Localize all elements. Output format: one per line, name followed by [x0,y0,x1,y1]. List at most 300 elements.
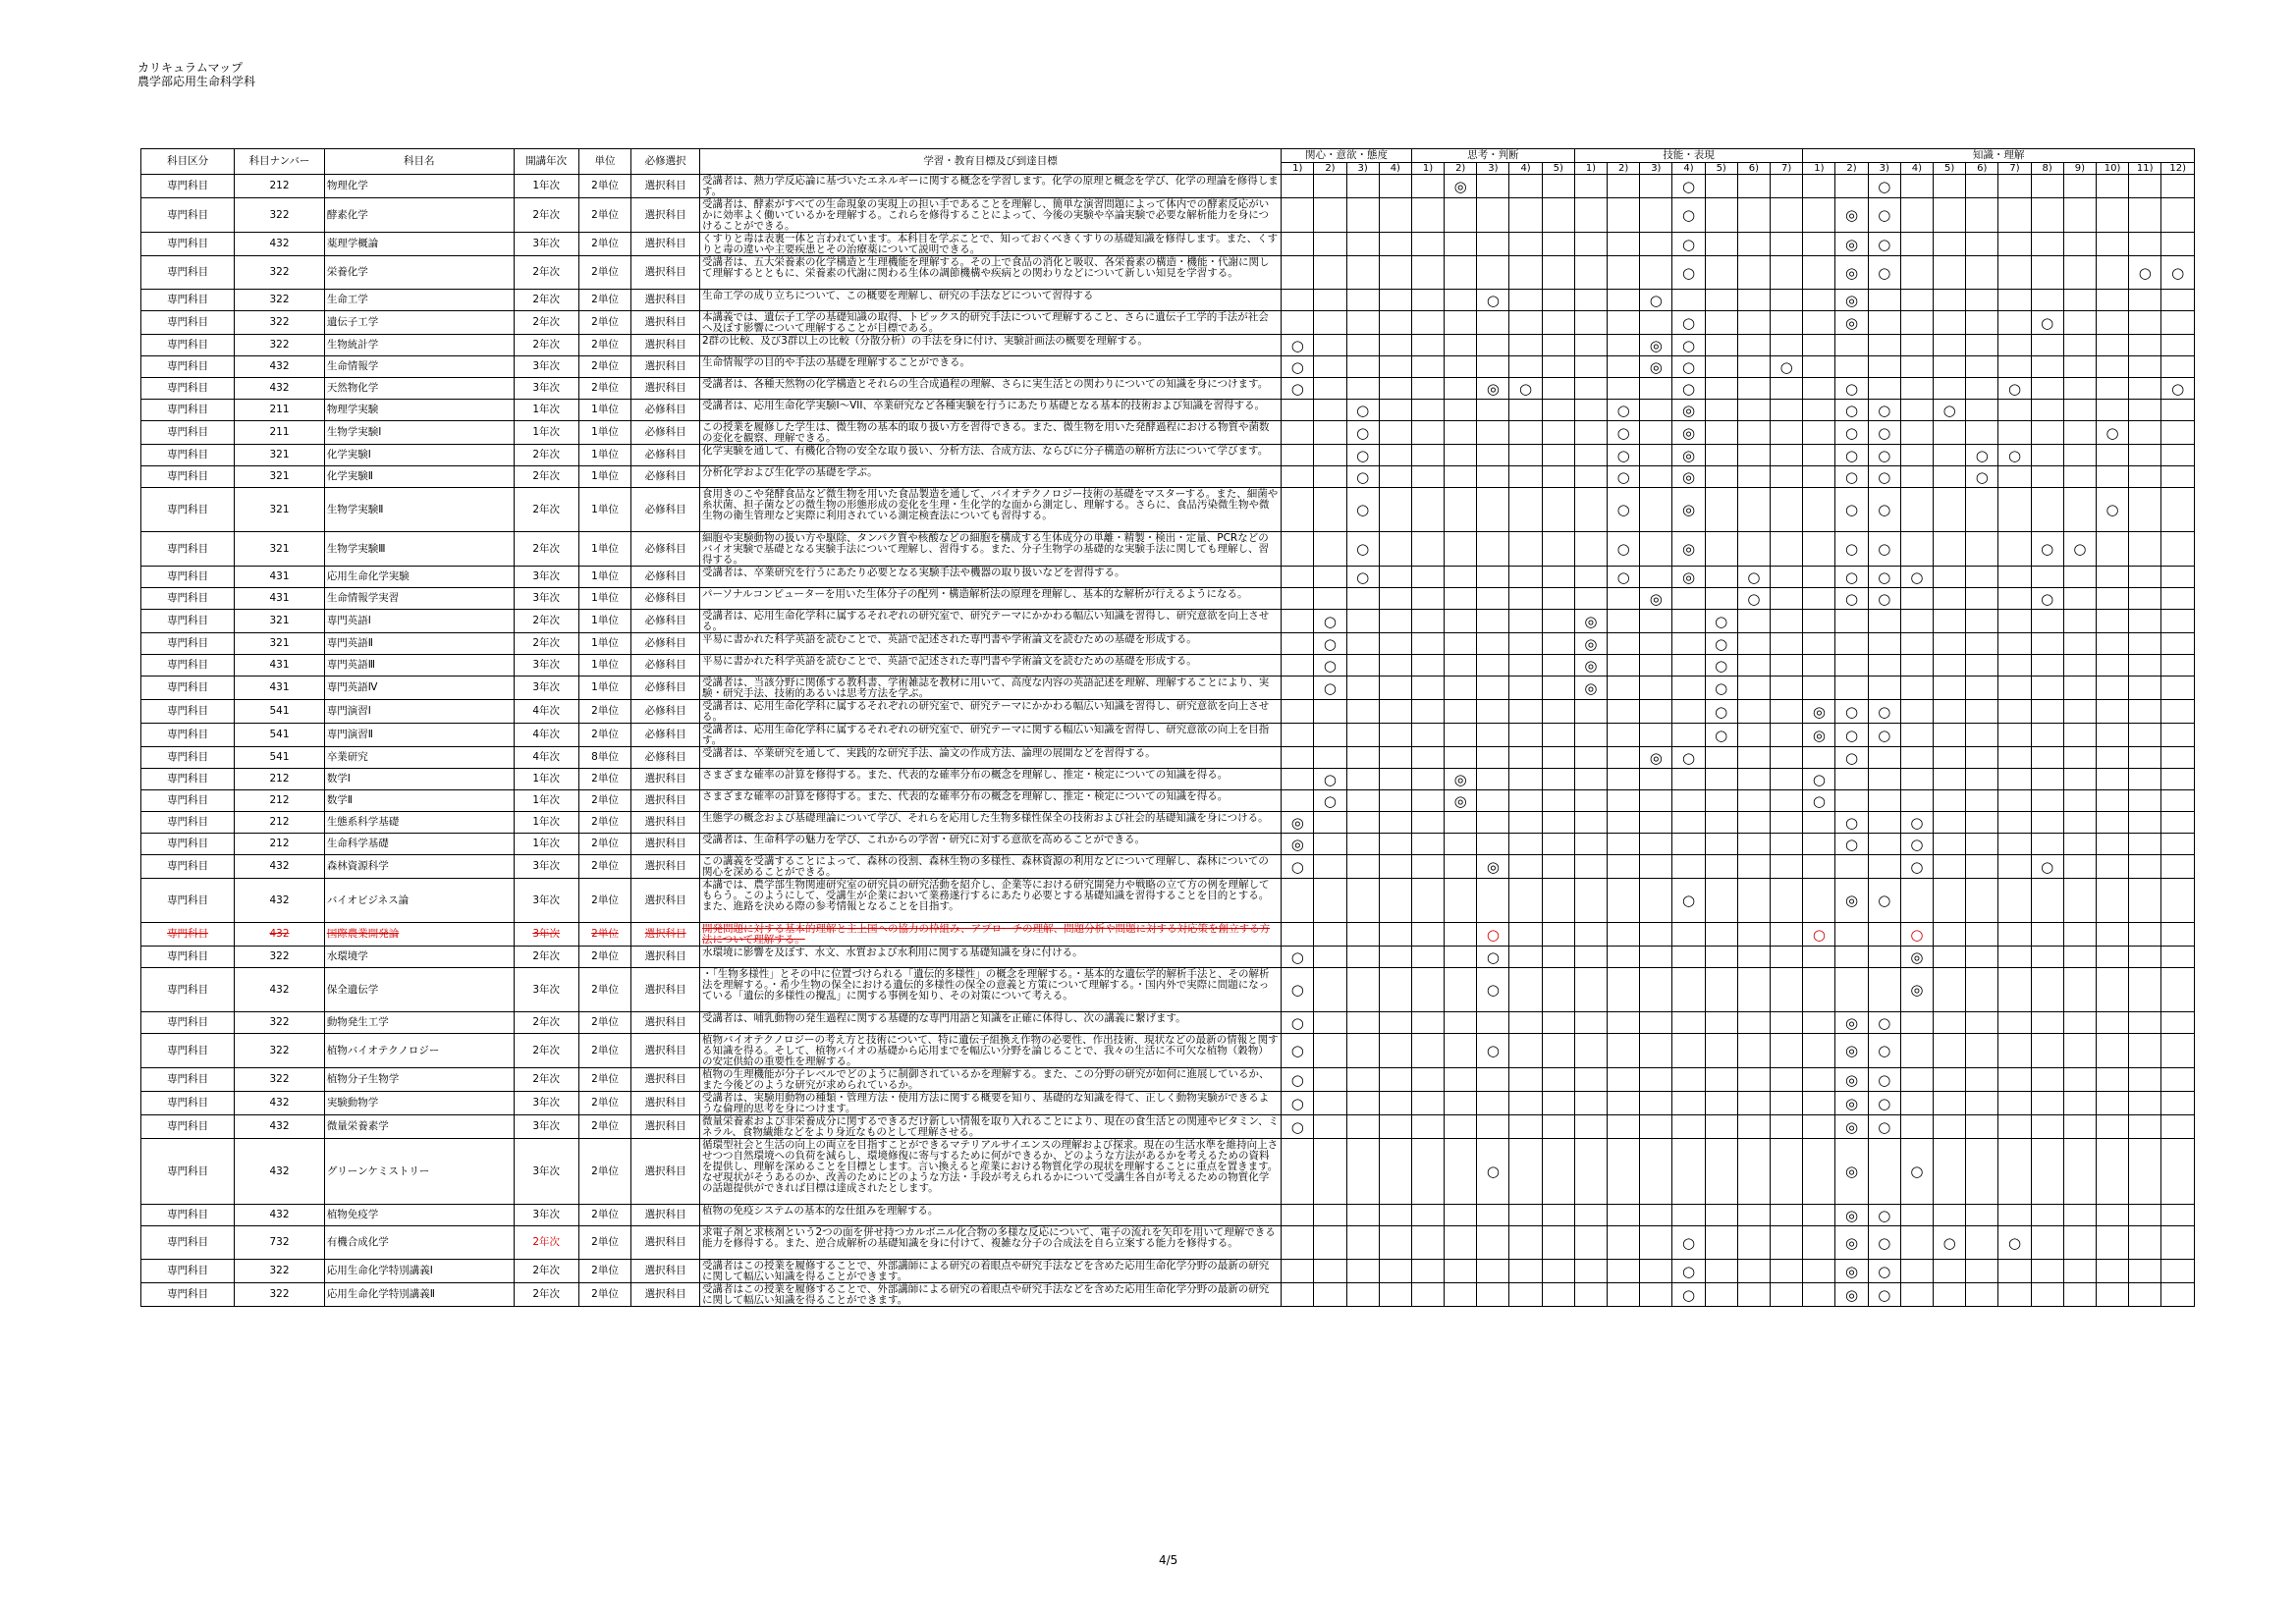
required-elective-cell: 選択科目 [631,1226,700,1260]
goal-cell [1379,1115,1411,1139]
goal-cell [2096,400,2128,421]
table-row [141,175,2195,198]
course-name-cell: 専門演習Ⅰ [324,700,514,724]
goal-cell [1411,790,1444,812]
goal-cell [1346,1092,1379,1115]
goal-cell [1705,855,1737,879]
goal-cell [2129,1139,2161,1205]
header-department: 農学部応用生命科学科 [137,75,256,88]
header-row [141,149,2195,163]
course-number-cell: 322 [235,335,325,356]
goal-cell [1445,488,1477,532]
header-units: 単位 [578,149,631,175]
goal-cell [1998,335,2031,356]
goal-mark: ○ [1868,588,1900,610]
goal-cell [1608,1034,1640,1068]
goal-cell [1282,1283,1314,1307]
goal-cell [1737,747,1770,769]
year-cell: 2年次 [514,198,578,233]
goal-cell [1379,290,1411,311]
goal-cell [1770,400,1802,421]
goal-cell [1900,400,1933,421]
goal-cell [1998,633,2031,655]
goal-cell [1803,633,1835,655]
goal-cell [1509,747,1542,769]
goals-cell: ・「生物多様性」とその中に位置づけられる「遺伝的多様性」の概念を理解する。・基本的な遺伝学的解析手法と、その解析法を理解する。・希少生物の保全における遺伝的多様性の保全の意義と方策について理解する。・国内外で実際に問題になっている「遺伝的多様性の攪乱」に関する事例を知り、その対策について考える。 [699,968,1281,1012]
goal-cell [1346,655,1379,677]
goal-cell [1770,233,1802,256]
goal-mark: ○ [1934,1226,1966,1260]
goal-mark: ○ [1900,855,1933,879]
goal-mark: ◎ [1477,855,1509,879]
goal-cell [1477,1012,1509,1034]
category-cell: 専門科目 [141,378,235,400]
course-number-cell: 322 [235,290,325,311]
goal-cell [1934,790,1966,812]
goal-cell [2031,968,2063,1012]
goal-cell [1770,175,1802,198]
category-cell: 専門科目 [141,655,235,677]
goal-cell [1574,466,1607,488]
category-cell: 専門科目 [141,335,235,356]
goal-cell [1640,1260,1672,1283]
goal-cell [1803,677,1835,700]
goal-cell [1737,1226,1770,1260]
goal-cell [2096,633,2128,655]
goal-cell [1966,1260,1998,1283]
header-sub-item: 2) [1314,163,1346,175]
required-elective-cell: 選択科目 [631,1068,700,1092]
goal-cell [1934,311,1966,335]
goal-cell [2096,1205,2128,1226]
goals-cell: この講義を受講することによって、森林の役割、森林生物の多様性、森林資源の利用などについて理解し、森林についての関心を深めることができる。 [699,855,1281,879]
goal-cell [1346,256,1379,290]
goal-cell [1640,812,1672,834]
goal-cell [2161,1226,2195,1260]
goal-cell [1998,923,2031,947]
goal-cell [1346,290,1379,311]
goal-cell [1379,488,1411,532]
goal-cell [1346,1115,1379,1139]
goal-cell [2096,834,2128,855]
goal-mark: ◎ [1900,947,1933,968]
goal-cell [1672,1115,1705,1139]
goal-cell [1868,335,1900,356]
goal-cell [1346,233,1379,256]
course-number-cell: 431 [235,655,325,677]
year-cell: 2年次 [514,311,578,335]
required-elective-cell: 必修科目 [631,747,700,769]
goal-cell [1640,677,1672,700]
goal-cell [1770,1068,1802,1092]
required-elective-cell: 必修科目 [631,488,700,532]
goal-mark: ○ [2031,855,2063,879]
goal-cell [2129,655,2161,677]
goal-cell [1900,1260,1933,1283]
goal-cell [1574,923,1607,947]
goals-cell: 生命工学の成り立ちについて、この概要を理解し、研究の手法などについて習得する [699,290,1281,311]
goal-cell [1379,256,1411,290]
goal-cell [1509,532,1542,567]
goal-cell [1900,588,1933,610]
course-name-cell: 植物分子生物学 [324,1068,514,1092]
goal-cell [2161,879,2195,923]
goal-mark: ○ [1608,567,1640,588]
goal-cell [1574,532,1607,567]
goal-cell [1934,175,1966,198]
goal-cell [1705,1092,1737,1115]
goal-mark: ○ [1477,947,1509,968]
goal-cell [1770,466,1802,488]
goal-cell [1868,378,1900,400]
goal-mark: ○ [1282,335,1314,356]
goal-cell [1705,947,1737,968]
required-elective-cell: 選択科目 [631,834,700,855]
goal-mark: ○ [1868,1068,1900,1092]
goal-cell [1640,724,1672,747]
goal-cell [1640,1115,1672,1139]
units-cell: 2単位 [578,256,631,290]
goal-mark: ○ [1705,677,1737,700]
goal-cell [1770,812,1802,834]
goals-cell: 受講者はこの授業を履修することで、外部講師による研究の着眼点や研究手法などを含めた応用生命化学分野の最新の研究に関して幅広い知識を得ることができます。 [699,1260,1281,1283]
goal-cell [1282,421,1314,445]
goal-cell [1934,233,1966,256]
goal-cell [1737,1092,1770,1115]
goal-cell [1477,812,1509,834]
header-sub-item: 1) [1574,163,1607,175]
goal-cell [1705,1260,1737,1283]
goal-cell [2161,1068,2195,1092]
year-cell: 2年次 [514,610,578,633]
goal-cell [1705,769,1737,790]
goal-cell [1314,812,1346,834]
goal-cell [1868,610,1900,633]
goal-cell [1314,700,1346,724]
goal-cell [1346,1205,1379,1226]
goal-cell [1868,311,1900,335]
goal-cell [2129,198,2161,233]
required-elective-cell: 選択科目 [631,256,700,290]
goal-cell [1770,1283,1802,1307]
goal-cell [1770,879,1802,923]
header-sub-item: 3) [1346,163,1379,175]
goal-cell [1672,1034,1705,1068]
goal-mark: ○ [1900,812,1933,834]
header-sub-item: 4) [1900,163,1933,175]
goal-mark: ○ [1900,1139,1933,1205]
goal-cell [1477,311,1509,335]
goal-mark: ◎ [1672,567,1705,588]
goal-cell [1998,677,2031,700]
goal-cell [1346,677,1379,700]
goal-cell [2063,1068,2096,1092]
goal-cell [2096,1092,2128,1115]
goal-mark: ○ [1934,400,1966,421]
goal-cell [1770,198,1802,233]
goal-cell [2129,747,2161,769]
goal-cell [1868,947,1900,968]
goal-cell [1966,633,1998,655]
goal-cell [1346,724,1379,747]
goal-mark: ◎ [1835,1034,1868,1068]
goal-cell [1803,175,1835,198]
course-number-cell: 732 [235,1226,325,1260]
goal-cell [1640,532,1672,567]
goal-mark: ○ [1314,610,1346,633]
category-cell: 専門科目 [141,610,235,633]
goal-cell [2129,1205,2161,1226]
goal-cell [2096,968,2128,1012]
goal-cell [2063,466,2096,488]
goal-cell [1998,747,2031,769]
goal-mark: ○ [1998,445,2031,466]
goal-cell [1477,335,1509,356]
goal-mark: ○ [1282,1034,1314,1068]
goal-cell [1737,834,1770,855]
goal-cell [1477,1260,1509,1283]
goal-cell [1509,488,1542,532]
goal-cell [1900,1068,1933,1092]
goal-mark: ○ [2031,532,2063,567]
goal-cell [1542,769,1574,790]
required-elective-cell: 選択科目 [631,1034,700,1068]
goal-cell [1770,1012,1802,1034]
goal-cell [1445,1092,1477,1115]
goal-cell [1477,1115,1509,1139]
goal-cell [1770,947,1802,968]
goal-cell [1574,256,1607,290]
goal-mark: ○ [1282,356,1314,378]
goal-cell [1379,421,1411,445]
goal-cell [1608,588,1640,610]
goal-cell [1574,488,1607,532]
goal-cell [1542,1139,1574,1205]
goal-cell [1640,790,1672,812]
table-row [141,421,2195,445]
goal-cell [1934,466,1966,488]
goal-cell [2096,532,2128,567]
goal-cell [1314,923,1346,947]
goal-cell [1282,633,1314,655]
goal-cell [1998,724,2031,747]
required-elective-cell: 必修科目 [631,445,700,466]
goal-cell [1966,1115,1998,1139]
goal-cell [2063,923,2096,947]
course-name-cell: 生態系科学基礎 [324,812,514,834]
units-cell: 2単位 [578,1205,631,1226]
goal-cell [1542,790,1574,812]
year-cell: 2年次 [514,947,578,968]
goal-cell [1966,855,1998,879]
goal-cell [1542,968,1574,1012]
goal-cell [1803,256,1835,290]
goal-cell [1900,290,1933,311]
header-sub-item: 3) [1477,163,1509,175]
goal-cell [1574,588,1607,610]
goal-cell [1672,923,1705,947]
goal-mark: ○ [2129,256,2161,290]
goal-mark: ○ [1705,655,1737,677]
year-cell: 2年次 [514,256,578,290]
header-sub-item: 6) [1966,163,1998,175]
goal-cell [1608,290,1640,311]
goal-cell [2129,567,2161,588]
goal-cell [1346,947,1379,968]
required-elective-cell: 必修科目 [631,421,700,445]
required-elective-cell: 選択科目 [631,1205,700,1226]
goal-mark: ○ [1672,335,1705,356]
goal-cell [1379,1034,1411,1068]
goal-mark: ○ [1509,378,1542,400]
goal-cell [1314,1092,1346,1115]
goal-cell [1574,1034,1607,1068]
goals-cell: 循環型社会と生活の向上の両立を目指すことができるマテリアルサイエンスの理解および探求。現在の生活水準を維持向上させつつ自然環境への負荷を減らし、環境修復に寄与するために何ができるか、どのような方法があるかを考えるための資料を提供し、理解を深めることを目標とします。言い換えると産業における物質化学の現状を理解することに重点を置きます。なぜ現状がそうあるのか、改善のためにどのような方法・手段が考えられるかについて受講生各自が考えるための物質化学の話題提供ができれば目標は達成されたとします。 [699,1139,1281,1205]
goal-cell [1379,947,1411,968]
course-number-cell: 432 [235,923,325,947]
goal-cell [1411,769,1444,790]
category-cell: 専門科目 [141,968,235,1012]
table-row [141,947,2195,968]
goal-cell [1346,1068,1379,1092]
goal-cell [1509,855,1542,879]
required-elective-cell: 必修科目 [631,655,700,677]
goal-cell [1672,790,1705,812]
goal-cell [1803,1260,1835,1283]
goal-cell [1574,233,1607,256]
goal-cell [1314,724,1346,747]
goal-cell [1282,879,1314,923]
goal-cell [1445,567,1477,588]
goal-cell [1672,677,1705,700]
goal-cell [2096,588,2128,610]
header-group: 関心・意欲・態度 [1282,149,1412,163]
goal-cell [1966,233,1998,256]
goal-cell [1705,1115,1737,1139]
goal-cell [1477,677,1509,700]
goal-cell [1477,356,1509,378]
units-cell: 2単位 [578,233,631,256]
goal-cell [2129,1092,2161,1115]
goal-cell [2096,567,2128,588]
units-cell: 2単位 [578,290,631,311]
table-row [141,1115,2195,1139]
goal-cell [1934,700,1966,724]
goal-mark: ◎ [1574,633,1607,655]
year-cell: 1年次 [514,834,578,855]
goal-cell [1379,610,1411,633]
goal-cell [1966,947,1998,968]
goal-cell [1314,947,1346,968]
goal-cell [1934,421,1966,445]
table-row [141,1012,2195,1034]
required-elective-cell: 選択科目 [631,923,700,947]
goal-mark: ○ [1835,724,1868,747]
category-cell: 専門科目 [141,947,235,968]
goal-cell [1445,256,1477,290]
goal-cell [1282,724,1314,747]
year-cell: 3年次 [514,1115,578,1139]
category-cell: 専門科目 [141,790,235,812]
goal-cell [1379,445,1411,466]
course-name-cell: 森林資源科学 [324,855,514,879]
goals-cell: 植物バイオテクノロジーの考え方と技術について、特に遺伝子組換え作物の必要性、作出技術、現状などの最新の情報と関する知識を得る。そして、植物バイオの基礎から応用までを幅広い分野を論じることで、我々の生活に不可欠な植物（穀物）の安定供給の重要性を理解する。 [699,1034,1281,1068]
goal-mark: ○ [1314,655,1346,677]
goal-cell [2031,400,2063,421]
goal-cell [1934,879,1966,923]
document-header [137,61,255,88]
goal-cell [1770,655,1802,677]
goal-cell [1509,879,1542,923]
goal-mark: ○ [1346,532,1379,567]
units-cell: 8単位 [578,747,631,769]
goal-cell [1509,1068,1542,1092]
header-group: 思考・判断 [1411,149,1574,163]
goal-cell [1966,256,1998,290]
year-cell: 4年次 [514,747,578,769]
goal-cell [1608,834,1640,855]
goal-cell [1608,175,1640,198]
goal-cell [1868,923,1900,947]
goal-cell [2063,256,2096,290]
goal-cell [1934,290,1966,311]
goal-mark: ○ [1282,1068,1314,1092]
goal-cell [1509,256,1542,290]
goal-cell [1835,356,1868,378]
goal-cell [1477,175,1509,198]
required-elective-cell: 選択科目 [631,290,700,311]
goals-cell: くすりと毒は表裏一体と言われています。本科目を学ぶことで、知っておくべきくすりの基礎知識を修得します。また、くすりと毒の違いや主要疾患とその治療薬について説明できる。 [699,233,1281,256]
goal-cell [1509,1139,1542,1205]
goal-cell [1803,834,1835,855]
units-cell: 1単位 [578,655,631,677]
course-name-cell: 植物バイオテクノロジー [324,1034,514,1068]
goal-cell [1314,356,1346,378]
goal-cell [1574,1068,1607,1092]
goal-cell [1445,1012,1477,1034]
goal-cell [1770,311,1802,335]
course-name-cell: 生物学実験Ⅰ [324,421,514,445]
goal-mark: ○ [1608,445,1640,466]
goal-mark: ◎ [1640,588,1672,610]
goals-cell: 受講者は、実験用動物の種類・管理方法・使用方法に関する概要を知り、基礎的な知識を得て、正しく動物実験ができるような倫理的思考を身につけます。 [699,1092,1281,1115]
table-row [141,356,2195,378]
goal-cell [1379,923,1411,947]
goal-mark: ◎ [1835,879,1868,923]
goals-cell: 受講者は、酵素がすべての生命現象の実現上の担い手であることを理解し、簡単な演習問題によって体内での酵素反応がいかに効率よく働いているかを理解する。これらを修得することによって、今後の実験や卒論実験で必要な解析能力を身につけることができる。 [699,198,1281,233]
goal-cell [1574,445,1607,466]
category-cell: 専門科目 [141,769,235,790]
year-cell: 3年次 [514,923,578,947]
goal-cell [1608,1012,1640,1034]
goal-cell [1934,335,1966,356]
goal-cell [2063,198,2096,233]
goal-cell [1705,400,1737,421]
goal-cell [1705,335,1737,356]
goal-cell [1770,1226,1802,1260]
goal-cell [1672,655,1705,677]
goal-cell [1411,747,1444,769]
goal-cell [1379,567,1411,588]
category-cell: 専門科目 [141,700,235,724]
goal-cell [1542,923,1574,947]
units-cell: 2単位 [578,378,631,400]
goal-mark: ○ [1868,1226,1900,1260]
goal-mark: ○ [1282,378,1314,400]
goal-mark: ○ [1282,1012,1314,1034]
course-name-cell: 数学Ⅱ [324,790,514,812]
goal-cell [1966,1226,1998,1260]
